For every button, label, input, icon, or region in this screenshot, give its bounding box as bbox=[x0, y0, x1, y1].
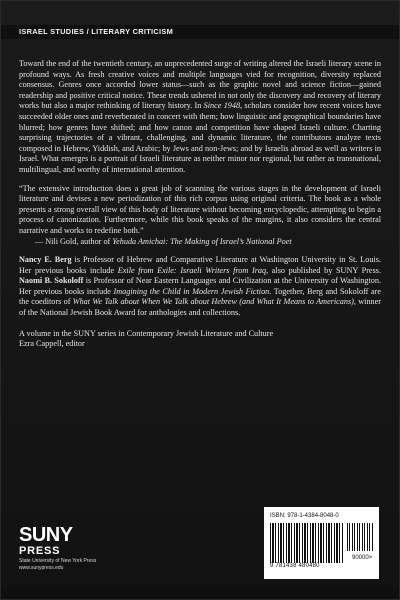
press-label: PRESS bbox=[19, 545, 61, 557]
price-code: 90000> bbox=[352, 555, 373, 561]
endorsement-attribution bbox=[35, 237, 381, 248]
berg-book-title: Exile from Exile: Israeli Writers from Iraq bbox=[117, 265, 267, 275]
joint-bio-text: , winner of the National Jewish Book Award for anthologies and collections. bbox=[19, 297, 381, 318]
publisher-url: www.sunypress.edu bbox=[19, 565, 64, 571]
attribution-prefix: — Nili Gold, author of bbox=[35, 236, 113, 246]
author-sokoloff-name: Naomi B. Sokoloff bbox=[19, 276, 84, 286]
attribution-title: Yehuda Amichai: The Making of Israel’s National Poet bbox=[112, 236, 292, 246]
endorsement-quote: “The extensive introduction does a great job of scanning the various stages in the development of Israeli literature and devises a new periodization of this rich corpus using original criteria. The book as a whole presents a strong overall view of this body of literature without becoming encyclopedic, attempting to begin a process of canonization. Furthermore, while this book speaks of the margins, it also considers the central narrative and works to redefine both.” bbox=[19, 183, 381, 235]
price-barcode bbox=[347, 523, 373, 551]
berg-bio-2: , also published by SUNY Press. bbox=[266, 265, 381, 275]
isbn-barcode-box bbox=[264, 507, 379, 579]
series-line-2: Ezra Cappell, editor bbox=[19, 339, 85, 349]
author-berg-name: Nancy E. Berg bbox=[19, 255, 72, 265]
suny-logo-mark: SUNY bbox=[19, 524, 73, 546]
back-cover-text bbox=[19, 59, 381, 358]
series-note bbox=[19, 329, 381, 350]
description-part2: , scholars consider how recent voices have succeeded older ones and reverberated in concert with them; how linguistic and geographical boundaries have blurred; how genres have shifted; and how canon and competition have shaped Israeli culture. Charting surprising trajectories of a vibrant, challenging, and dynamic literature, the contributors analyze texts composed in Hebrew, Yiddish, and Arabic; by Jews and non-Jews; and by Israelis abroad as well as writers in Israel. What emerges is a portrait of Israeli literature as neither minor nor regional, but rather as transnational, multilingual, and worthy of international attention. bbox=[19, 101, 381, 174]
description-part1: Toward the end of the twentieth century, an unprecedented surge of writing altered the Israeli literary scene in profound ways. As fresh creative voices and multiple languages vied for recognition, diversity replaced consensus. Genres once accorded lower status—such as the graphic novel and science fiction—gained readership and positive critical notice. These trends ushered in not only the discovery and recovery of literary works but also a major rethinking of literary history. In bbox=[19, 59, 381, 111]
book-description bbox=[19, 59, 381, 176]
category-label: ISRAEL STUDIES / LITERARY CRITICISM bbox=[19, 27, 174, 36]
sokoloff-bio-1: is Professor of Near Eastern Languages and Civilization at the University of Washington. Her previous books include bbox=[19, 276, 381, 296]
series-line-1: A volume in the SUNY series in Contemporary Jewish Literature and Culture bbox=[19, 328, 274, 338]
publisher-name: State University of New York Press bbox=[19, 558, 97, 564]
berg-bio-1: is Professor of Hebrew and Comparative Literature at Washington University in St. Louis. Her previous books include bbox=[19, 255, 381, 275]
sokoloff-bio-2: . Together, Berg and Sokoloff are the coeditors of bbox=[19, 286, 381, 307]
ean-barcode bbox=[270, 523, 344, 563]
sokoloff-book-title: Imagining the Child in Modern Jewish Fiction bbox=[113, 286, 270, 296]
author-bios bbox=[19, 255, 381, 319]
isbn-text: ISBN: 978-1-4384-8048-0 bbox=[270, 513, 339, 519]
barcode-number: 9 781438 480480 bbox=[270, 563, 320, 569]
joint-book-title: What We Talk about When We Talk about Hebrew (and What It Means to Americans) bbox=[72, 297, 354, 307]
bottom-strip bbox=[1, 587, 399, 599]
publisher-logo bbox=[19, 524, 139, 571]
description-title: Since 1948 bbox=[203, 101, 241, 111]
endorsement bbox=[19, 184, 381, 248]
